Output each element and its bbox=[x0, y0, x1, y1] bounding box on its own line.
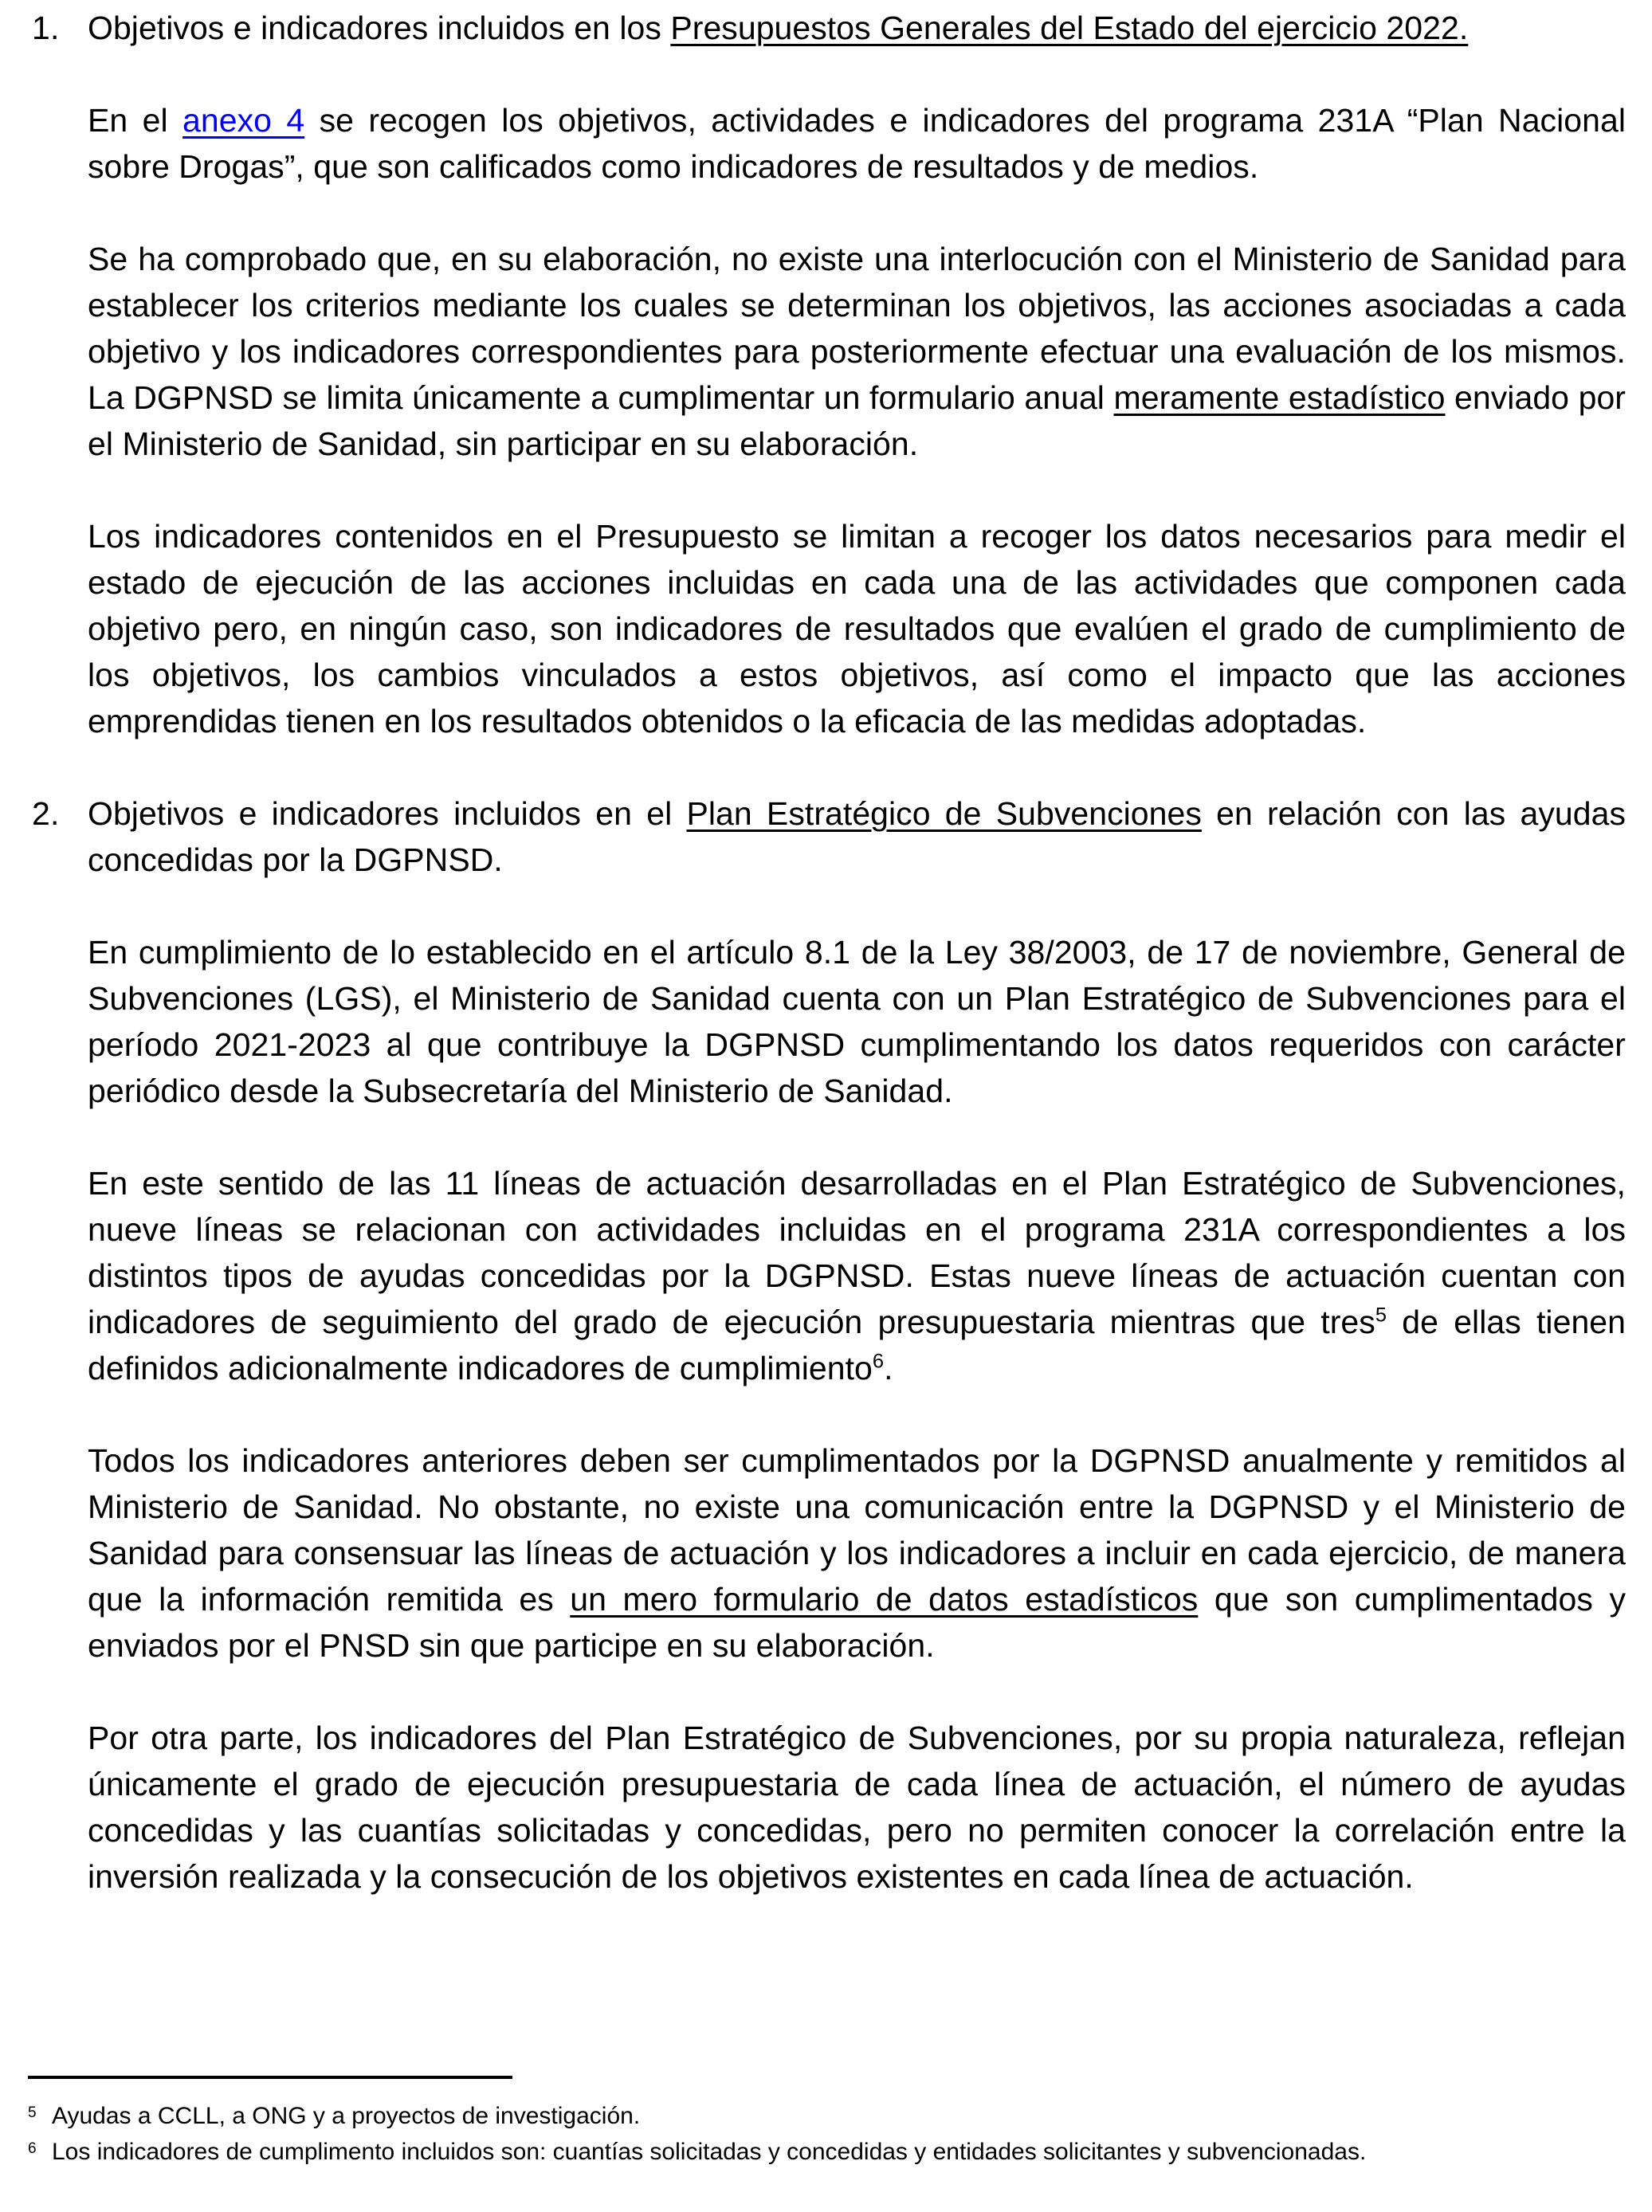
footnote-item bbox=[28, 2134, 1626, 2170]
paragraph-spacer bbox=[32, 1669, 1626, 1715]
paragraph-6-a: Todos los indicadores anteriores deben ser cumplimentados por la DGPNSD anualmente y remitidos al Ministerio de Sanidad. No obstante, no existe una comunicación entre la DGPNSD y el Ministerio de Sanidad para consensuar las líneas de actuación y los indicadores a incluir en cada ejercicio, de manera que la información remitida es bbox=[88, 1442, 1626, 1618]
item-2-heading-underlined: Plan Estratégico de Subvenciones bbox=[686, 795, 1202, 832]
item-1-heading-underlined: Presupuestos Generales del Estado del ejercicio 2022. bbox=[670, 10, 1469, 46]
paragraph-block-7 bbox=[88, 1715, 1626, 1900]
list-item bbox=[32, 790, 1626, 883]
footnote-text-6: Los indicadores de cumplimento incluidos son: cuantías solicitadas y concedidas y entidades solicitantes y subvencionadas. bbox=[52, 2139, 1367, 2165]
footnote-item bbox=[28, 2098, 1626, 2134]
paragraph-5-b: de ellas tienen definidos adicionalmente indicadores de cumplimiento bbox=[88, 1304, 1626, 1386]
paragraph-2-a: Se ha comprobado que, en su elaboración, no existe una interlocución con el Ministerio de Sanidad para establecer los criterios mediante los cuales se determinan los objetivos, las acciones asociadas a cada objetivo y los indicadores correspondientes para posteriormente efectuar una evaluación de los mismos. La DGPNSD se limita únicamente a cumplimentar un formulario anual bbox=[88, 241, 1626, 416]
paragraph-spacer bbox=[32, 1114, 1626, 1160]
paragraph-spacer bbox=[32, 51, 1626, 97]
item-1-heading bbox=[88, 5, 1626, 51]
footnote-number-5: 5 bbox=[28, 2104, 37, 2121]
paragraph-interlocucion bbox=[88, 236, 1626, 467]
paragraph-block-3 bbox=[88, 513, 1626, 744]
paragraph-spacer bbox=[32, 744, 1626, 790]
footnote-ref-6[interactable]: 6 bbox=[872, 1350, 885, 1373]
paragraph-1-post: se recogen los objetivos, actividades e indicadores del programa 231A “Plan Nacional sobre Drogas”, que son calificados como indicadores de resultados y de medios. bbox=[88, 102, 1626, 185]
paragraph-6-underlined: un mero formulario de datos estadísticos bbox=[570, 1581, 1199, 1618]
paragraph-block-4 bbox=[88, 929, 1626, 1114]
paragraph-2-underlined: meramente estadístico bbox=[1113, 379, 1446, 416]
paragraph-5-c: . bbox=[884, 1350, 893, 1386]
list-item bbox=[32, 5, 1626, 51]
paragraph-block-1 bbox=[88, 97, 1626, 190]
list-item-2-body bbox=[88, 790, 1626, 883]
list-item-1-body bbox=[88, 5, 1626, 51]
paragraph-block-5 bbox=[88, 1160, 1626, 1391]
item-2-heading-post: en relación con las ayudas concedidas por la DGPNSD. bbox=[88, 795, 1626, 878]
paragraph-5-a: En este sentido de las 11 líneas de actuación desarrolladas en el Plan Estratégico de Subvenciones, nueve líneas se relacionan con actividades incluidas en el programa 231A correspondientes a los distintos tipos de ayudas concedidas por la DGPNSD. Estas nueve líneas de actuación cuentan con indicadores de seguimiento del grado de ejecución presupuestaria mientras que tres bbox=[88, 1165, 1626, 1340]
paragraph-comunicacion bbox=[88, 1437, 1626, 1669]
paragraph-block-2 bbox=[88, 236, 1626, 467]
paragraph-spacer bbox=[32, 190, 1626, 236]
paragraph-lineas-actuacion bbox=[88, 1160, 1626, 1391]
paragraph-spacer bbox=[32, 883, 1626, 929]
footnote-area bbox=[28, 2076, 1626, 2170]
footnote-ref-5[interactable]: 5 bbox=[1375, 1304, 1387, 1327]
list-marker-1: 1. bbox=[32, 10, 60, 46]
footnote-number-6: 6 bbox=[28, 2140, 37, 2157]
paragraph-anexo bbox=[88, 97, 1626, 190]
footnote-text-5: Ayudas a CCLL, a ONG y a proyectos de investigación. bbox=[52, 2103, 641, 2129]
item-2-heading-pre: Objetivos e indicadores incluidos en el bbox=[88, 795, 687, 832]
paragraph-6-b: que son cumplimentados y enviados por el PNSD sin que participe en su elaboración. bbox=[88, 1581, 1626, 1664]
paragraph-ley-38-2003: En cumplimiento de lo establecido en el artículo 8.1 de la Ley 38/2003, de 17 de noviembre, General de Subvenciones (LGS), el Ministerio de Sanidad cuenta con un Plan Estratégico de Subvenciones para el período 2021-2023 al que contribuye la DGPNSD cumplimentando los datos requeridos con carácter periódico desde la Subsecretaría del Ministerio de Sanidad. bbox=[88, 934, 1626, 1109]
footnote-separator bbox=[28, 2076, 512, 2079]
paragraph-indicadores-presupuesto: Los indicadores contenidos en el Presupuesto se limitan a recoger los datos necesarios para medir el estado de ejecución de las acciones incluidas en cada una de las actividades que componen cada objetivo pero, en ningún caso, son indicadores de resultados que evalúen el grado de cumplimiento de los objetivos, los cambios vinculados a estos objetivos, así como el impacto que las acciones emprendidas tienen en los resultados obtenidos o la eficacia de las medidas adoptadas. bbox=[88, 518, 1626, 739]
paragraph-1-pre: En el bbox=[88, 102, 183, 139]
paragraph-spacer bbox=[32, 1391, 1626, 1437]
paragraph-2-b: enviado por el Ministerio de Sanidad, sin participar en su elaboración. bbox=[88, 379, 1626, 462]
item-1-heading-pre: Objetivos e indicadores incluidos en los bbox=[88, 10, 671, 46]
document-body bbox=[32, 5, 1626, 1900]
paragraph-correlacion: Por otra parte, los indicadores del Plan Estratégico de Subvenciones, por su propia naturaleza, reflejan únicamente el grado de ejecución presupuestaria de cada línea de actuación, el número de ayudas concedidas y las cuantías solicitadas y concedidas, pero no permiten conocer la correlación entre la inversión realizada y la consecución de los objetivos existentes en cada línea de actuación. bbox=[88, 1720, 1626, 1895]
item-2-heading bbox=[88, 790, 1626, 883]
list-marker-2: 2. bbox=[32, 795, 60, 832]
paragraph-spacer bbox=[32, 467, 1626, 513]
anexo-4-link[interactable]: anexo 4 bbox=[182, 102, 305, 139]
paragraph-block-6 bbox=[88, 1437, 1626, 1669]
